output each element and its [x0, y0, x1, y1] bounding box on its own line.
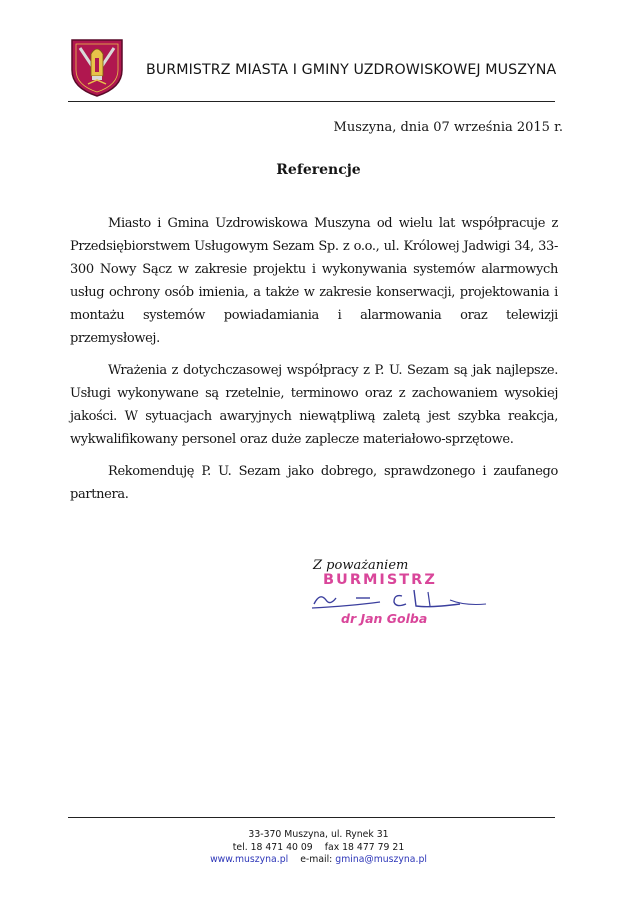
paragraph: Wrażenia z dotychczasowej współpracy z P. U. Sezam są jak najlepsze. Usługi wykonywane są rzetelnie, terminowo oraz z zachowaniem wysokiej jakości. W sytuacjach awaryjnych niewątpliwą zaletą jest szybka reakcja, wykwalifikowany personel oraz duże zaplecze materiałowo-sprzętowe. — [70, 363, 558, 447]
letter-text — [70, 212, 558, 515]
footer-address: 33-370 Muszyna, ul. Rynek 31 — [248, 829, 389, 840]
paragraph: Miasto i Gmina Uzdrowiskowa Muszyna od wielu lat współpracuje z Przedsiębiorstwem Usługowym Sezam Sp. z o.o., ul. Królowej Jadwigi 34, 33-300 Nowy Sącz w zakresie projektu i wykonywania systemów alarmowych usług ochrony osób imienia, a także w zakresie konserwacji, projektowania i montażu systemów powiadamiania i alarmowania oraz telewizji przemysłowej. — [70, 216, 558, 346]
date-line: Muszyna, dnia 07 września 2015 r. — [333, 120, 563, 135]
closing-phrase: Z poważaniem — [313, 558, 409, 573]
stamp-title: BURMISTRZ — [323, 572, 437, 588]
footer — [0, 829, 637, 867]
website-link[interactable]: www.muszyna.pl — [210, 854, 289, 865]
email-label: e-mail: — [300, 854, 333, 865]
header-divider — [68, 101, 555, 102]
letterhead — [68, 36, 568, 102]
footer-fax: fax 18 477 79 21 — [324, 841, 405, 853]
footer-phones — [0, 842, 637, 855]
email-link[interactable]: gmina@muszyna.pl — [335, 854, 427, 865]
footer-contacts — [0, 854, 637, 867]
letterhead-title: BURMISTRZ MIASTA I GMINY UZDROWISKOWEJ MUSZYNA — [146, 62, 557, 78]
letter-title: Referencje — [276, 162, 361, 178]
paragraph: Rekomenduję P. U. Sezam jako dobrego, sprawdzonego i zaufanego partnera. — [70, 464, 558, 502]
coat-of-arms-icon — [68, 36, 126, 98]
footer-tel: tel. 18 471 40 09 — [232, 841, 313, 853]
signature-icon — [310, 586, 490, 612]
stamp-name: dr Jan Golba — [341, 611, 428, 626]
footer-divider — [68, 817, 555, 818]
